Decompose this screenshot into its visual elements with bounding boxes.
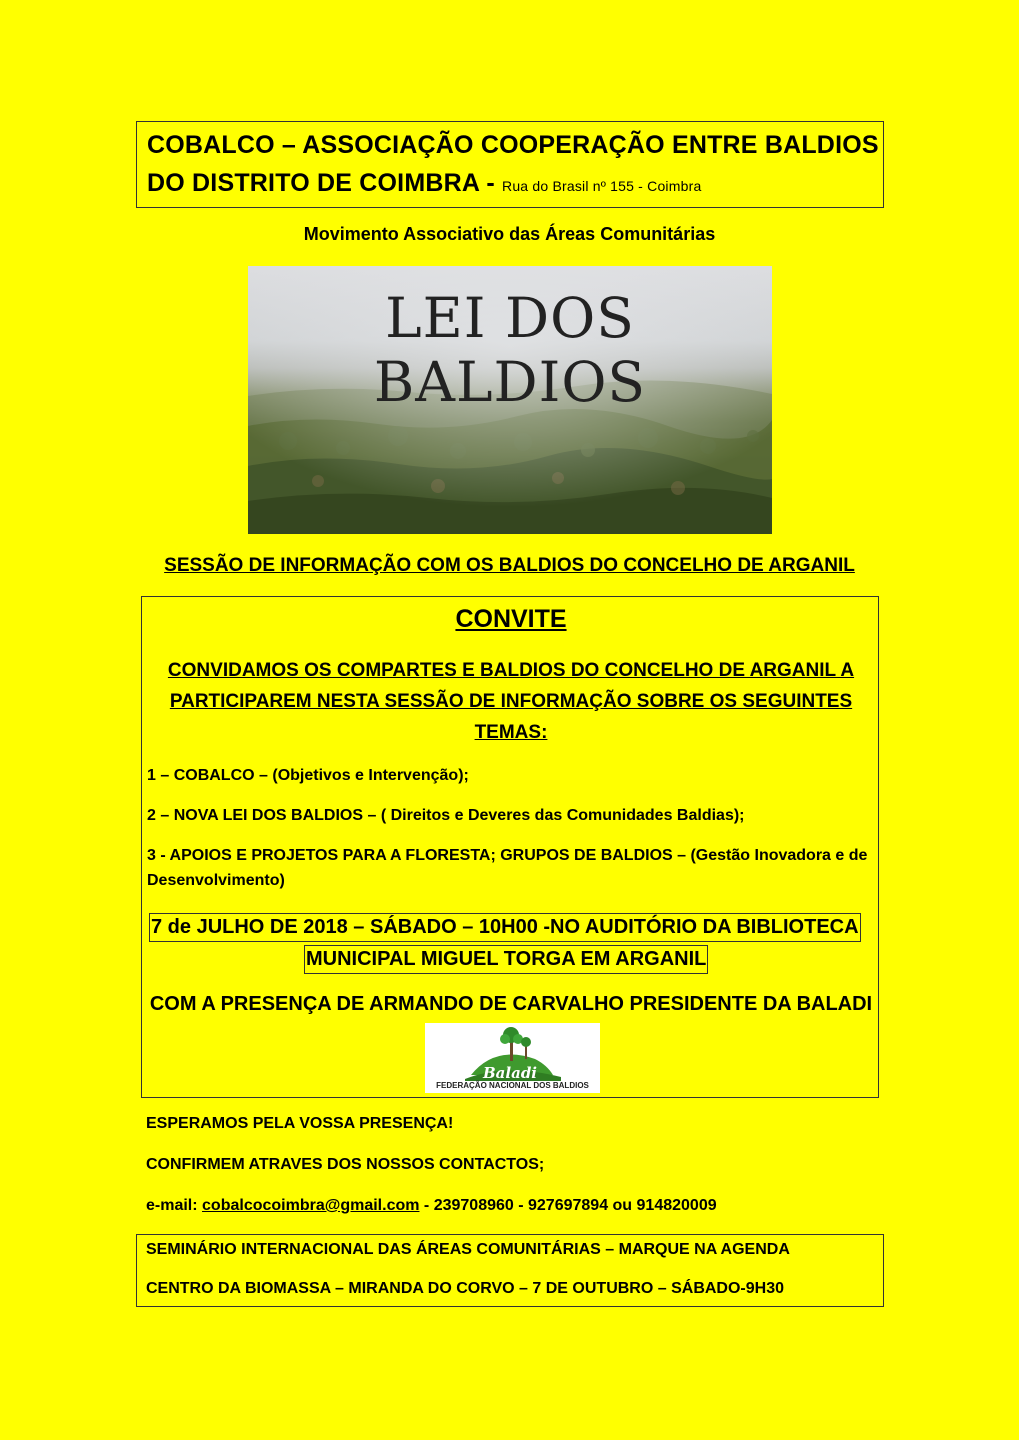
closing-confirm: CONFIRMEM ATRAVES DOS NOSSOS CONTACTOS; <box>146 1156 545 1173</box>
invite-text-line3: TEMAS: <box>474 722 548 743</box>
seminar-box <box>136 1234 884 1307</box>
header-title-line1: COBALCO – ASSOCIAÇÃO COOPERAÇÃO ENTRE BALDIOS <box>147 131 879 159</box>
invite-heading: CONVITE <box>455 605 567 633</box>
subtitle: Movimento Associativo das Áreas Comunitárias <box>303 224 716 244</box>
topic-item: 2 – NOVA LEI DOS BALDIOS – ( Direitos e Deveres das Comunidades Baldias); <box>147 807 745 824</box>
topic-item: 1 – COBALCO – (Objetivos e Intervenção); <box>147 767 469 784</box>
email-link[interactable]: cobalcocoimbra@gmail.com <box>202 1197 420 1214</box>
event-date-line1: 7 de JULHO DE 2018 – SÁBADO – 10H00 -NO AUDITÓRIO DA BIBLIOTECA <box>149 913 861 942</box>
email-label: e-mail: <box>146 1197 198 1214</box>
invite-text-line2: PARTICIPAREM NESTA SESSÃO DE INFORMAÇÃO SOBRE OS SEGUINTES <box>169 691 853 712</box>
closing-expect: ESPERAMOS PELA VOSSA PRESENÇA! <box>146 1115 454 1132</box>
baladi-logo-subtitle: FEDERAÇÃO NACIONAL DOS BALDIOS <box>436 1081 589 1090</box>
invite-text <box>142 655 880 748</box>
session-title: SESSÃO DE INFORMAÇÃO COM OS BALDIOS DO CONCELHO DE ARGANIL <box>164 555 855 576</box>
phone-numbers: - 239708960 - 927697894 ou 914820009 <box>423 1197 717 1214</box>
topic-item: 3 - APOIOS E PROJETOS PARA A FLORESTA; GRUPOS DE BALDIOS – (Gestão Inovadora e de Desenvolvimento) <box>147 847 868 889</box>
header-box <box>136 121 884 208</box>
photo-title: LEI DOS BALDIOS <box>373 286 647 414</box>
baladi-logo <box>425 1023 600 1093</box>
header-title-line2 <box>147 164 873 205</box>
seminar-line2: CENTRO DA BIOMASSA – MIRANDA DO CORVO – 7 DE OUTUBRO – SÁBADO-9H30 <box>146 1280 784 1297</box>
header-address: Rua do Brasil nº 155 - Coimbra <box>502 178 702 194</box>
event-date-line2: MUNICIPAL MIGUEL TORGA EM ARGANIL <box>304 945 708 974</box>
seminar-line1: SEMINÁRIO INTERNACIONAL DAS ÁREAS COMUNITÁRIAS – MARQUE NA AGENDA <box>146 1241 790 1258</box>
presence-note: COM A PRESENÇA DE ARMANDO DE CARVALHO PRESIDENTE DA BALADI <box>149 993 873 1015</box>
header-title-district: DO DISTRITO DE COIMBRA - <box>147 169 495 197</box>
baladi-logo-wordmark: Baladi <box>483 1064 538 1082</box>
invite-text-line1: CONVIDAMOS OS COMPARTES E BALDIOS DO CONCELHO DE ARGANIL A <box>167 660 855 681</box>
contact-line <box>146 1197 717 1215</box>
landscape-photo <box>248 266 772 534</box>
invite-box <box>141 596 879 1098</box>
